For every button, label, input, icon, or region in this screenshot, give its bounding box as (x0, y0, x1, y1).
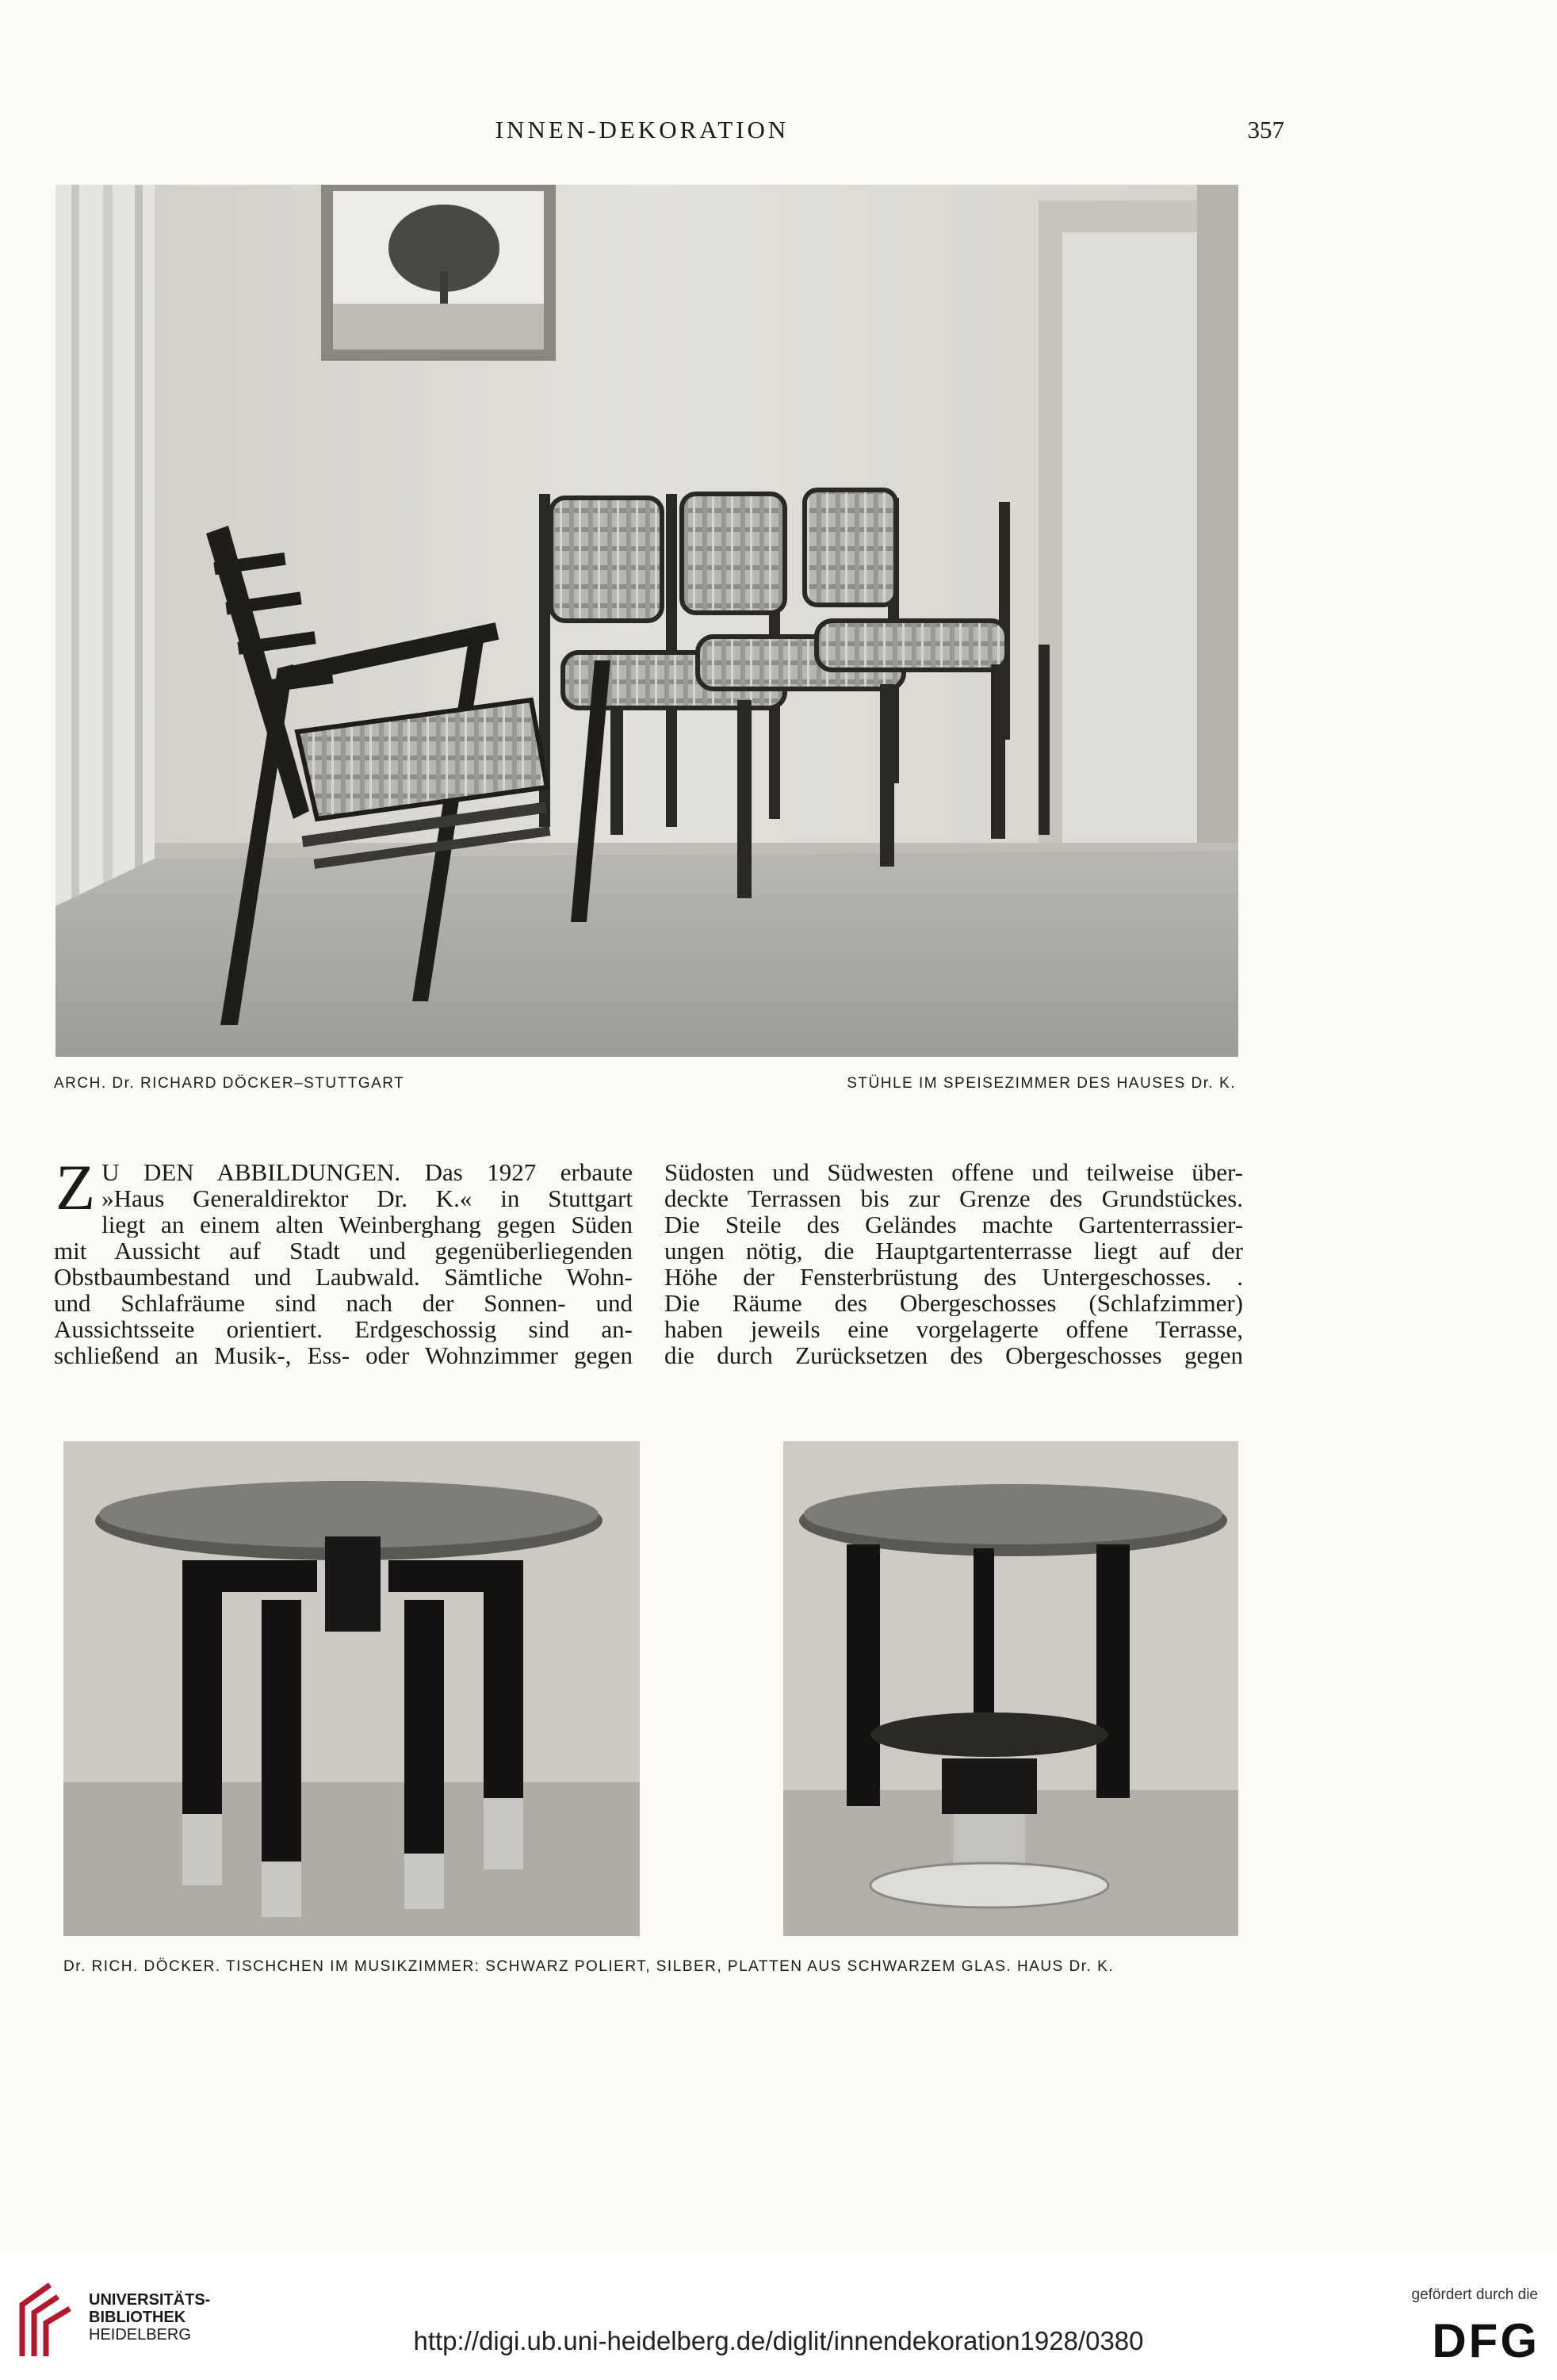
library-name-line: UNIVERSITÄTS- (89, 2291, 211, 2309)
article-column-right (664, 1159, 1243, 1368)
article-column-left (54, 1151, 633, 1368)
text-line: Die Räume des Obergeschosses (Schlafzimmer) (664, 1290, 1243, 1316)
text-line: deckte Terrassen bis zur Grenze des Grundstückes. (664, 1185, 1243, 1211)
text-line: liegt an einem alten Weinberghang gegen Süden (101, 1211, 633, 1238)
text-line: Höhe der Fensterbrüstung des Untergeschosses. . (664, 1264, 1243, 1290)
text-line: mit Aussicht auf Stadt und gegenüberliegenden (54, 1238, 633, 1264)
dfg-logo: DFG (1432, 2314, 1540, 2367)
text-line: haben jeweils eine vorgelagerte offene Terrasse, (664, 1316, 1243, 1342)
table-pedestal-illustration (783, 1441, 1238, 1936)
library-name-line: BIBLIOTHEK (89, 2309, 186, 2326)
table-four-legs-illustration (63, 1441, 640, 1936)
text-line: und Schlafräume sind nach der Sonnen- und (54, 1290, 633, 1316)
text-line: »Haus Generaldirektor Dr. K.« in Stuttgart (101, 1185, 633, 1211)
photo-dining-chairs (55, 185, 1238, 1057)
photo-table-pedestal (783, 1441, 1238, 1936)
footer-bar (0, 2252, 1557, 2380)
page-number: 357 (1247, 116, 1284, 143)
library-name-line: HEIDELBERG (89, 2326, 191, 2344)
text-line: schließend an Musik-, Ess- oder Wohnzimmer gegen (54, 1342, 633, 1368)
text-line: Südosten und Südwesten offene und teilweise über- (664, 1159, 1243, 1185)
text-line: Aussichtsseite orientiert. Erdgeschossig sind an- (54, 1316, 633, 1342)
text-line: U DEN ABBILDUNGEN. Das 1927 erbaute (101, 1159, 633, 1185)
text-line: ungen nötig, die Hauptgartenterrasse liegt auf der (664, 1238, 1243, 1264)
caption-tables: Dr. RICH. DÖCKER. TISCHCHEN IM MUSIKZIMMER: SCHWARZ POLIERT, SILBER, PLATTEN AUS SCHWARZEM GLAS. HAUS Dr. K. (63, 1958, 1115, 1975)
running-title: INNEN-DEKORATION (495, 116, 790, 143)
text-line: Obstbaumbestand und Laubwald. Sämtliche Wohn- (54, 1264, 633, 1290)
caption-architect: ARCH. Dr. RICHARD DÖCKER–STUTTGART (54, 1075, 405, 1092)
dining-chairs-illustration (55, 185, 1238, 1057)
source-url-link[interactable]: http://digi.ub.uni-heidelberg.de/diglit/innendekoration1928/0380 (413, 2326, 1144, 2355)
drop-cap: Z (55, 1151, 96, 1223)
text-line: Die Steile des Geländes machte Gartenterrassier- (664, 1211, 1243, 1238)
caption-chairs: STÜHLE IM SPEISEZIMMER DES HAUSES Dr. K. (847, 1075, 1236, 1092)
funded-by-label: gefördert durch die (1411, 2286, 1538, 2303)
text-line: die durch Zurücksetzen des Obergeschosses gegen (664, 1342, 1243, 1368)
photo-table-four-legs (63, 1441, 640, 1936)
